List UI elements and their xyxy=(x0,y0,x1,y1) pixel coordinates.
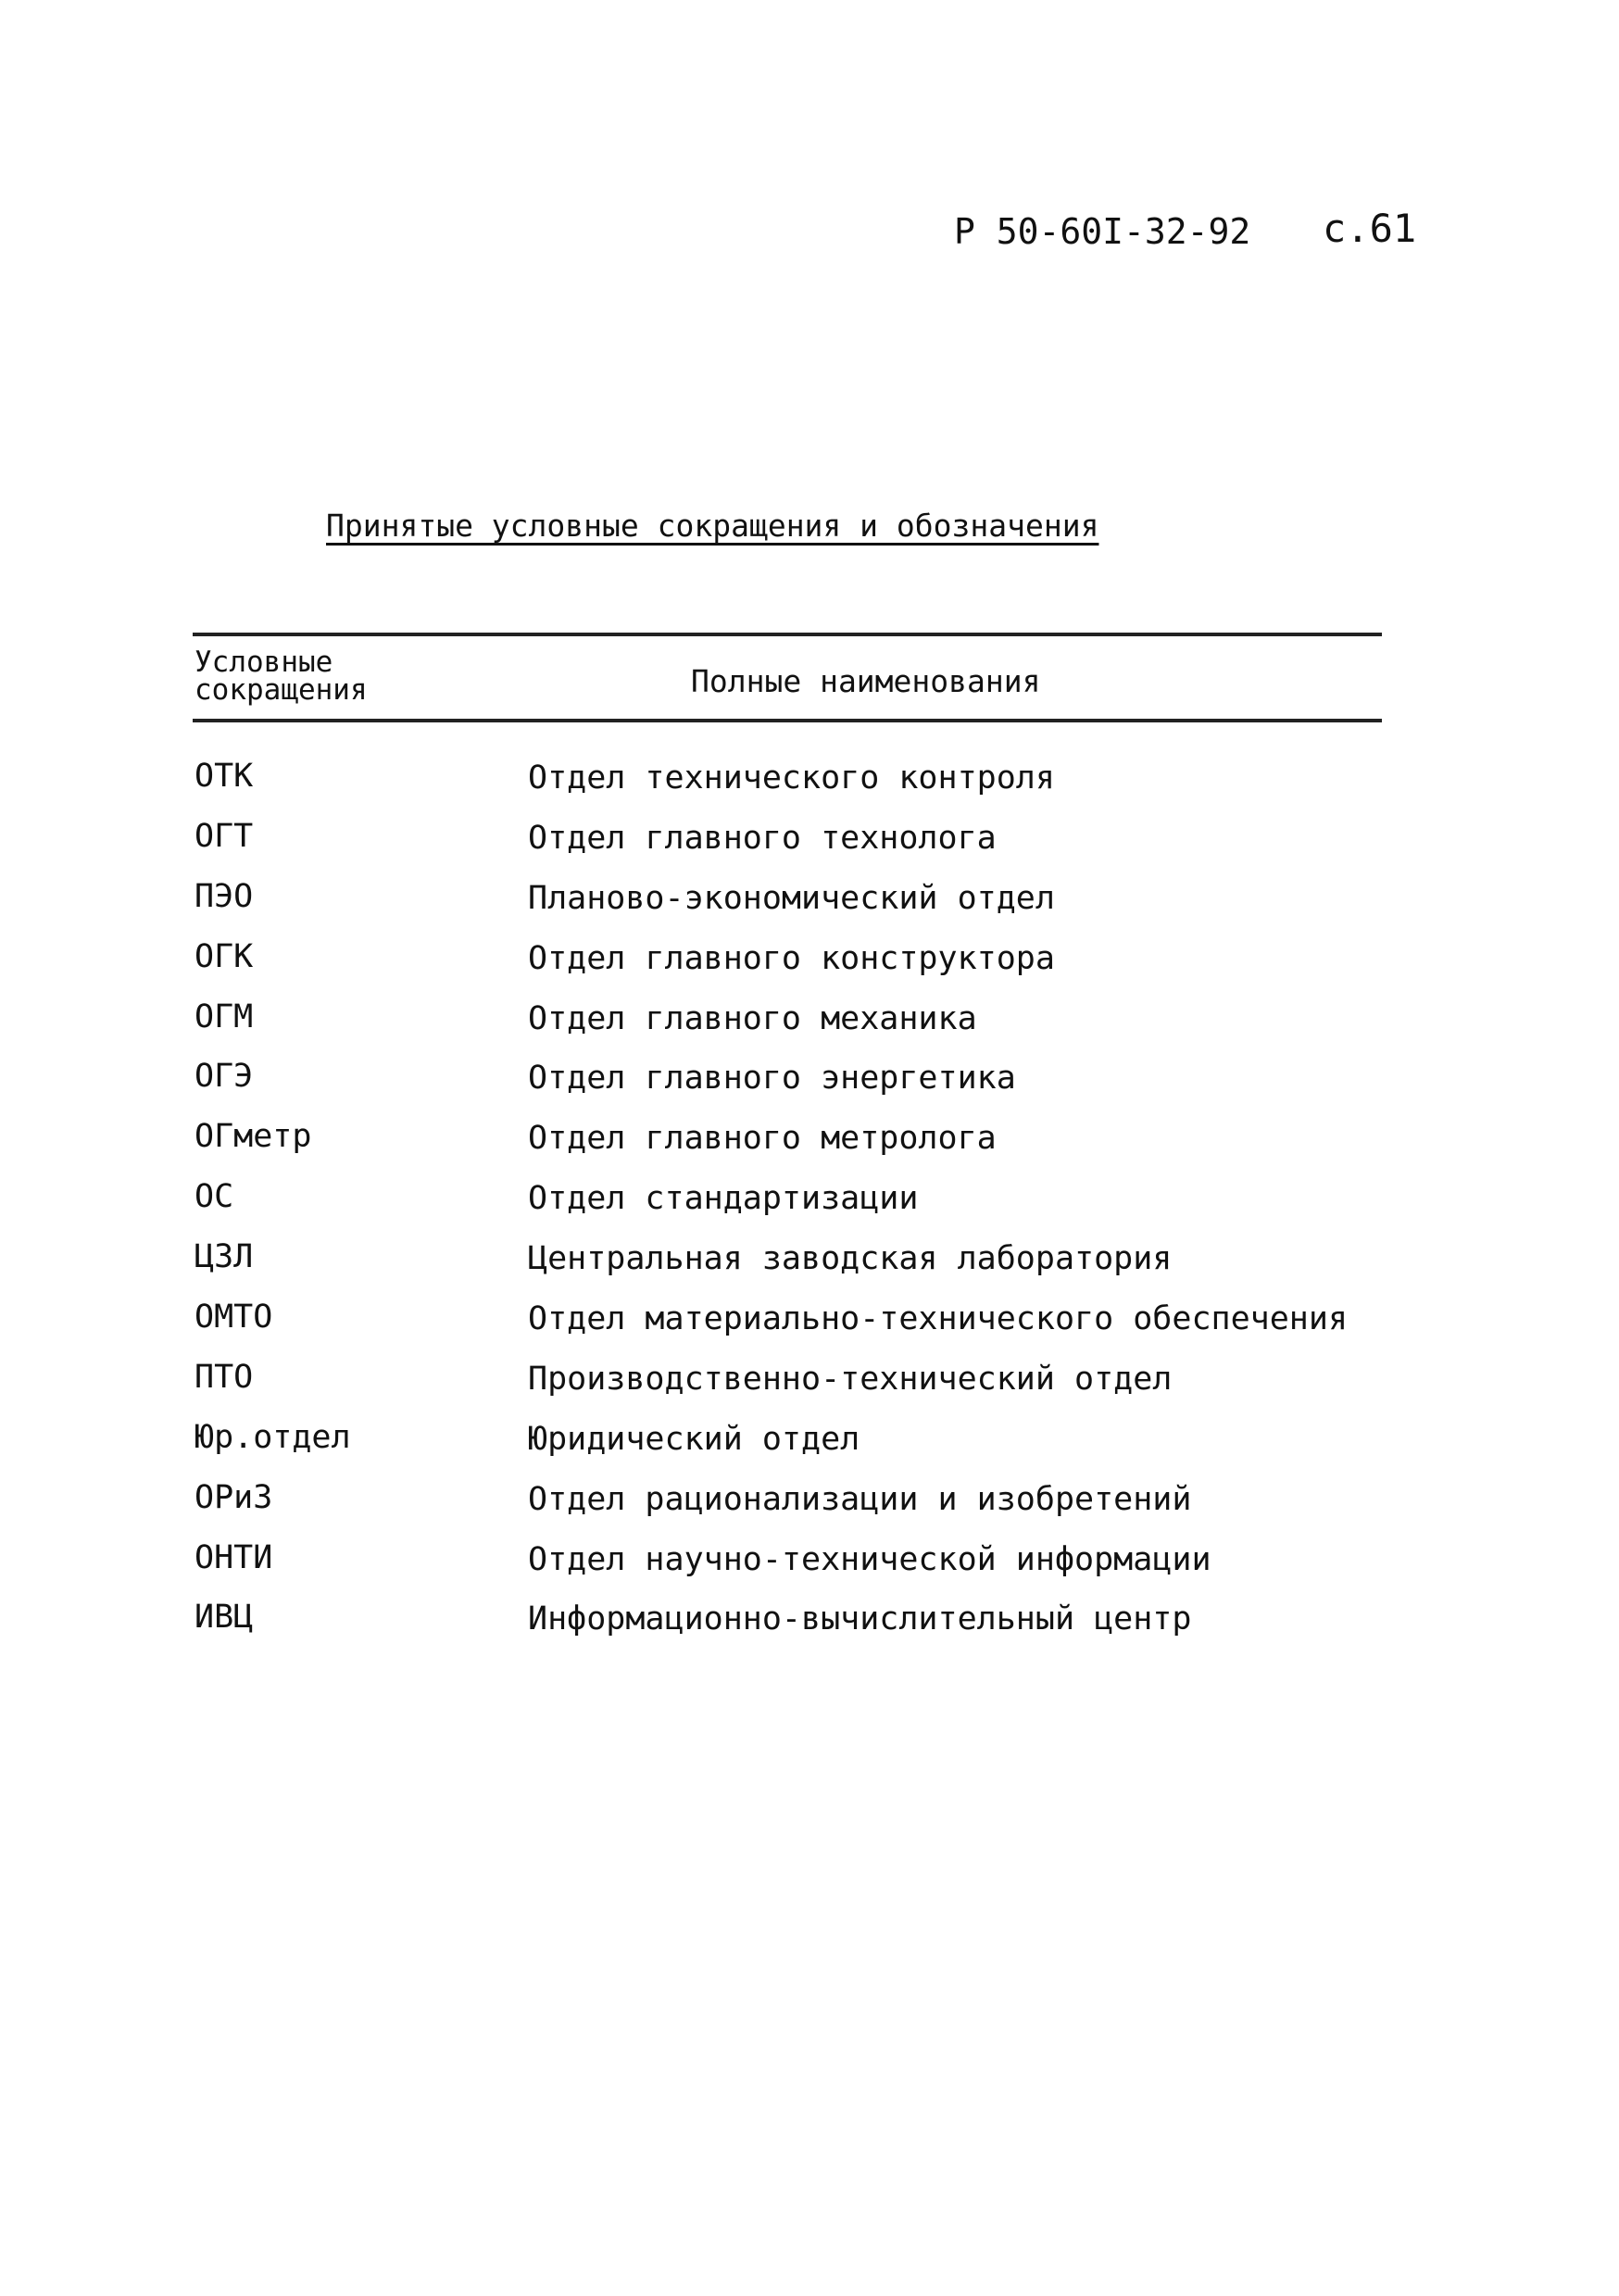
table-header-rule xyxy=(193,719,1382,722)
row-full-name: Отдел технического контроля xyxy=(528,759,1055,797)
table-row xyxy=(195,1118,1399,1178)
row-abbreviation: ОМТО xyxy=(195,1299,273,1336)
row-full-name: Планово-экономический отдел xyxy=(528,879,1055,917)
column-header-abbr-line1: Условные xyxy=(195,646,333,679)
row-full-name: Отдел рационализации и изобретений xyxy=(528,1480,1192,1518)
row-full-name: Отдел стандартизации xyxy=(528,1180,919,1218)
table-row xyxy=(195,1419,1399,1479)
row-abbreviation: ОС xyxy=(195,1178,234,1216)
column-header-abbreviations xyxy=(195,646,435,707)
row-full-name: Отдел главного метролога xyxy=(528,1120,997,1158)
row-full-name: Центральная заводская лаборатория xyxy=(528,1240,1173,1278)
row-abbreviation: ОТК xyxy=(195,758,254,795)
row-full-name: Юридический отдел xyxy=(528,1420,860,1458)
table-row xyxy=(195,938,1399,998)
page-title: Принятые условные сокращения и обозначения xyxy=(326,508,1099,544)
row-abbreviation: ЦЗЛ xyxy=(195,1238,254,1276)
row-full-name: Отдел главного технолога xyxy=(528,819,997,857)
table-row xyxy=(195,818,1399,878)
table-row xyxy=(195,1178,1399,1238)
table-row xyxy=(195,758,1399,818)
row-full-name: Отдел материально-технического обеспечения xyxy=(528,1300,1349,1338)
row-abbreviation: ОГТ xyxy=(195,817,254,855)
table-row xyxy=(195,878,1399,938)
column-header-full-names: Полные наименования xyxy=(691,663,1041,699)
row-abbreviation: Юр.отдел xyxy=(195,1418,351,1456)
row-full-name: Производственно-технический отдел xyxy=(528,1360,1173,1398)
row-full-name: Отдел главного энергетика xyxy=(528,1060,1016,1098)
table-row xyxy=(195,998,1399,1059)
table-row xyxy=(195,1359,1399,1419)
abbreviations-table-body xyxy=(195,758,1399,1659)
row-full-name: Отдел главного конструктора xyxy=(528,939,1055,977)
table-row xyxy=(195,1539,1399,1600)
table-row xyxy=(195,1238,1399,1299)
table-row xyxy=(195,1479,1399,1539)
table-row xyxy=(195,1058,1399,1118)
row-full-name: Информационно-вычислительный центр xyxy=(528,1600,1192,1638)
row-abbreviation: ПТО xyxy=(195,1358,254,1396)
row-abbreviation: ИВЦ xyxy=(195,1599,254,1637)
row-abbreviation: ОГметр xyxy=(195,1118,312,1156)
row-full-name: Отдел научно-технической информации xyxy=(528,1540,1211,1578)
row-abbreviation: ОРиЗ xyxy=(195,1478,273,1516)
table-row xyxy=(195,1599,1399,1659)
table-top-rule xyxy=(193,633,1382,636)
table-row xyxy=(195,1299,1399,1359)
row-abbreviation: ОГК xyxy=(195,937,254,975)
row-abbreviation: ОНТИ xyxy=(195,1538,273,1576)
row-abbreviation: ОГМ xyxy=(195,997,254,1035)
document-code: Р 50-60I-32-92 xyxy=(954,211,1251,252)
column-header-abbr-line2: сокращения xyxy=(195,673,368,707)
row-abbreviation: ОГЭ xyxy=(195,1058,254,1096)
page-number: с.61 xyxy=(1323,206,1417,251)
row-full-name: Отдел главного механика xyxy=(528,999,977,1037)
row-abbreviation: ПЭО xyxy=(195,877,254,915)
